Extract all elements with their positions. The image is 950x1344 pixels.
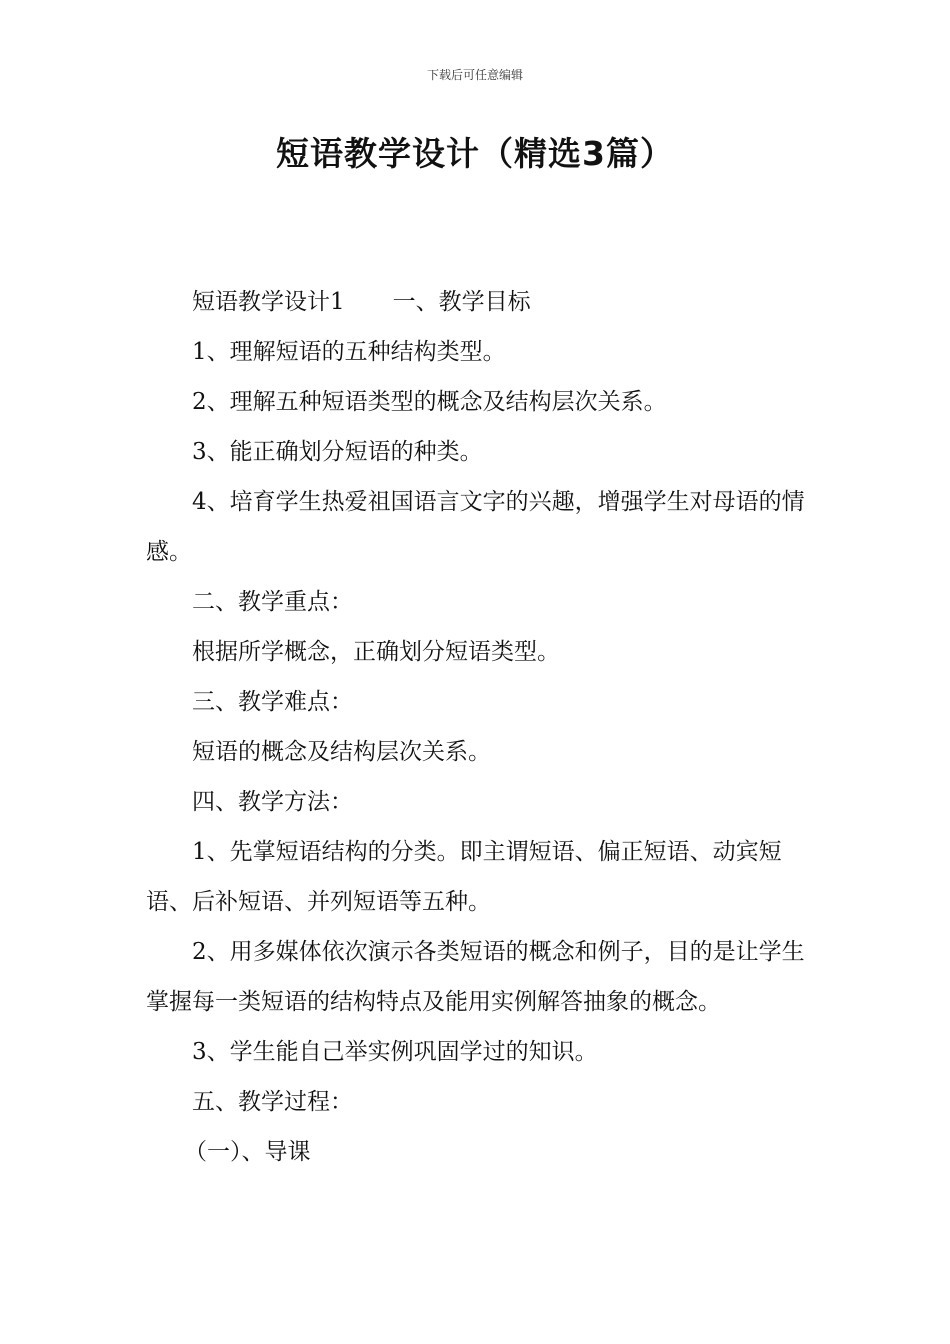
document-title: 短语教学设计（精选3篇） xyxy=(276,134,674,173)
paragraph: 二、教学重点： xyxy=(192,589,353,615)
paragraph: 1、先掌短语结构的分类。即主谓短语、偏正短语、动宾短语、后补短语、并列短语等五种。 xyxy=(146,839,782,915)
paragraph: 短语的概念及结构层次关系。 xyxy=(192,739,491,765)
paragraph: 4、培育学生热爱祖国语言文字的兴趣，增强学生对母语的情感。 xyxy=(146,489,805,565)
paragraph: 四、教学方法： xyxy=(192,789,353,815)
paragraph: 3、学生能自己举实例巩固学过的知识。 xyxy=(192,1039,598,1065)
section-label: 短语教学设计1 xyxy=(192,289,345,315)
paragraph: 2、用多媒体依次演示各类短语的概念和例子，目的是让学生掌握每一类短语的结构特点及能用实例解答抽象的概念。 xyxy=(146,939,805,1015)
paragraph: 2、理解五种短语类型的概念及结构层次关系。 xyxy=(192,389,667,415)
paragraph-text: 一、教学目标 xyxy=(392,289,531,315)
paragraph: 五、教学过程： xyxy=(192,1089,353,1115)
paragraph: 根据所学概念，正确划分短语类型。 xyxy=(192,639,560,665)
paragraph: （一）、导课 xyxy=(183,1139,311,1165)
paragraph: 1、理解短语的五种结构类型。 xyxy=(192,339,506,365)
paragraph: 3、能正确划分短语的种类。 xyxy=(192,439,483,465)
document-body xyxy=(146,277,810,1177)
paragraph: 三、教学难点： xyxy=(192,689,353,715)
header-note: 下载后可任意编辑 xyxy=(426,68,523,82)
paragraph-section-heading xyxy=(146,277,810,327)
